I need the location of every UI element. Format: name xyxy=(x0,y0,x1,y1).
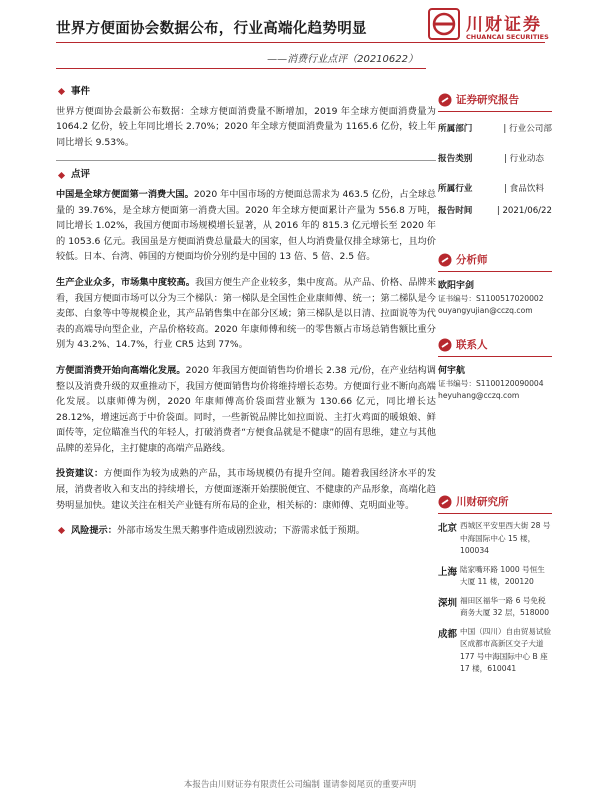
contact-cert: 证书编号：S1100120090004 xyxy=(438,379,544,388)
institute-heading: 川财研究所 xyxy=(438,494,552,514)
contact-name: 何宇航 xyxy=(438,366,466,376)
comment-heading: 点评 xyxy=(56,167,436,183)
logo-english-name: CHUANCAI SECURITIES xyxy=(466,33,549,41)
report-info-heading: 证券研究报告 xyxy=(438,92,552,112)
report-subtitle: ——消费行业点评（20210622） xyxy=(267,54,418,65)
logo-mark-icon xyxy=(428,8,460,40)
institute-icon xyxy=(438,495,452,509)
comment-paragraph: 生产企业众多，市场集中度较高。我国方便生产企业较多，集中度高。从产品、价格、品牌来看，我国方便面市场可以分为三个梯队：第一梯队是全国性企业康师傅、统一；第二梯队是今麦郎、白象等中等规模企业，其产品销售集中在部分区域；第三梯队是以日清、拉面说等为代表的高端导向型企业，产品价格较高。2020 年康师傅和统一的零售额占市场总销售额比重分别为 43.2%、14.7%，行业 CR5 达到 77%。 xyxy=(56,276,437,351)
subtitle-rule xyxy=(56,68,426,69)
contact-icon xyxy=(438,338,452,352)
office-chengdu: 成都 中国（四川）自由贸易试验区成都市高新区交子大道 177 号中海国际中心 B 座 17 楼，610041 xyxy=(438,626,552,673)
diamond-bullet-icon xyxy=(58,172,65,179)
investment-advice: 投资建议：方便面作为较为成熟的产品，其市场规模仍有提升空间。随着我国经济水平的发展，消费者收入和支出的持续增长，方便面逐渐开始摆脱便宜、不健康的产品形象，高端化趋势明显加快。建议关注在相关产业链有所布局的企业，相关标的：康师傅、克明面业等。 xyxy=(56,468,437,511)
main-content xyxy=(56,84,436,549)
diamond-bullet-icon xyxy=(58,527,65,534)
contact-email[interactable]: heyuhang@cczq.com xyxy=(438,391,520,400)
event-text: 世界方便面协会最新公布数据：全球方便面消费量不断增加，2019 年全球方便面消费量为 1064.2 亿份，较上年同比增长 2.70%；2020 年全球方便面消费量为 1165.6 亿份，较上年同比增长 9.53%。 xyxy=(56,105,436,148)
analyst-heading: 分析师 xyxy=(438,252,552,272)
office-shanghai: 上海 陆家嘴环路 1000 号恒生大厦 11 楼，200120 xyxy=(438,564,545,586)
info-row: 所属部门 | 行业公司部 xyxy=(438,124,552,134)
diamond-bullet-icon xyxy=(58,88,65,95)
company-logo xyxy=(428,6,549,48)
info-row: 所属行业 | 食品饮料 xyxy=(438,184,545,194)
info-row: 报告时间 | 2021/06/22 xyxy=(438,206,552,216)
comment-paragraph: 中国是全球方便面第一消费大国。2020 年中国市场的方便面总需求为 463.5 亿份，占全球总量的 39.76%，是全球方便面第一消费大国。2020 年全球方便面累计产量为 556.8 万吨，同比增长 1.02%，我国方便面市场规模增长显著，从 2016 年的 815.3 亿元增长至 2020 年的 1053.6 亿元。我国虽是方便面消费总量最大的国家，但人均消费量仅排全球第七，且均价较低。日本、台湾、韩国的方便面均价分别约是中国的 13 倍、5 倍、2.5 倍。 xyxy=(56,188,437,263)
analyst-email[interactable]: ouyangyujian@cczq.com xyxy=(438,306,533,315)
office-beijing: 北京 西城区平安里西大街 28 号中海国际中心 15 楼，100034 xyxy=(438,521,551,555)
report-title: 世界方便面协会数据公布，行业高端化趋势明显 xyxy=(56,21,367,37)
logo-chinese-name: 川财证券 xyxy=(466,15,542,35)
event-heading: 事件 xyxy=(56,84,436,100)
sidebar xyxy=(438,92,552,682)
risk-warning: 风险提示：外部市场发生黑天鹅事件造成剧烈波动；下游需求低于预期。 xyxy=(56,523,436,539)
page-footer: 本报告由川财证券有限责任公司编制 谨请参阅尾页的重要声明 xyxy=(183,780,417,790)
report-icon xyxy=(438,93,452,107)
office-shenzhen: 深圳 福田区福华一路 6 号免税商务大厦 32 层，518000 xyxy=(438,595,550,617)
comment-paragraph: 方便面消费开始向高端化发展。2020 年我国方便面销售均价增长 2.38 元/份，在产业结构调整以及消费升级的双重推动下，我国方便面销售均价将维持增长态势。方便面行业不断向高端化发展。以康师傅为例，2020 年康师傅高价袋面营业额为 130.66 亿元，同比增长达 28.12%，增速远高于中价袋面。同时，一些新锐品牌比如拉面说、主打火鸡面的暖娘娘、鲜面传等，定位瞄准当代的年轻人，打破消费者“方便食品就是不健康”的固有思维，建立与其他品牌的差异化，主打健康的高端产品路线。 xyxy=(56,364,436,454)
analyst-icon xyxy=(438,253,452,267)
info-row: 报告类别 | 行业动态 xyxy=(438,154,545,164)
section-divider xyxy=(56,160,436,161)
analyst-cert: 证书编号：S1100517020002 xyxy=(438,294,544,303)
contact-heading: 联系人 xyxy=(438,337,552,357)
analyst-name: 欧阳宇剑 xyxy=(438,281,475,291)
